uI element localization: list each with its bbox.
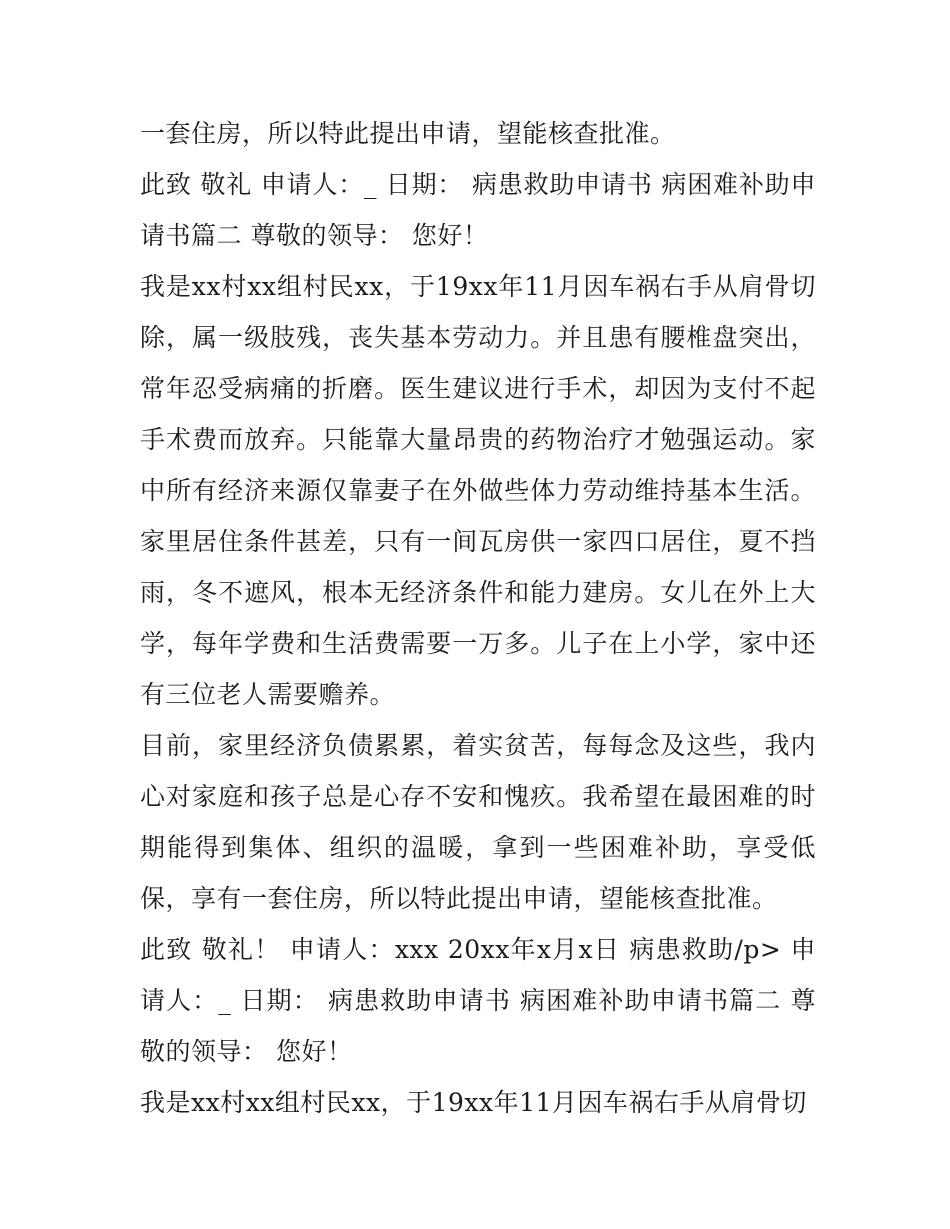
paragraph-1: 一套住房，所以特此提出申请，望能核查批准。 (140, 119, 676, 148)
paragraph-4: 目前，家里经济负债累累，着实贫苦，每每念及这些，我内心对家庭和孩子总是心存不安和愧疚。我希望在最困难的时期能得到集体、组织的温暖，拿到一些困难补助，享受低保，享有一套住房，所以特此提出申请，望能核查批准。 (140, 731, 816, 913)
paragraph-6: 我是xx村xx组村民xx，于19xx年11月因车祸右手从肩骨切 (140, 1088, 807, 1117)
document-body (140, 108, 816, 1128)
paragraph-2: 此致 敬礼 申请人：_ 日期： 病患救助申请书 病困难补助申请书篇二 尊敬的领导： 您好！ (140, 170, 816, 250)
paragraph-5: 此致 敬礼！ 申请人：xxx 20xx年x月x日 病患救助/p> 申请人：_ 日期： 病患救助申请书 病困难补助申请书篇二 尊敬的领导： 您好！ (140, 935, 816, 1066)
paragraph-3: 我是xx村xx组村民xx，于19xx年11月因车祸右手从肩骨切除，属一级肢残，丧失基本劳动力。并且患有腰椎盘突出，常年忍受病痛的折磨。医生建议进行手术，却因为支付不起手术费而放弃。只能靠大量昂贵的药物治疗才勉强运动。家中所有经济来源仅靠妻子在外做些体力劳动维持基本生活。家里居住条件甚差，只有一间瓦房供一家四口居住，夏不挡雨，冬不遮风，根本无经济条件和能力建房。女儿在外上大学，每年学费和生活费需要一万多。儿子在上小学，家中还有三位老人需要赡养。 (140, 272, 816, 709)
